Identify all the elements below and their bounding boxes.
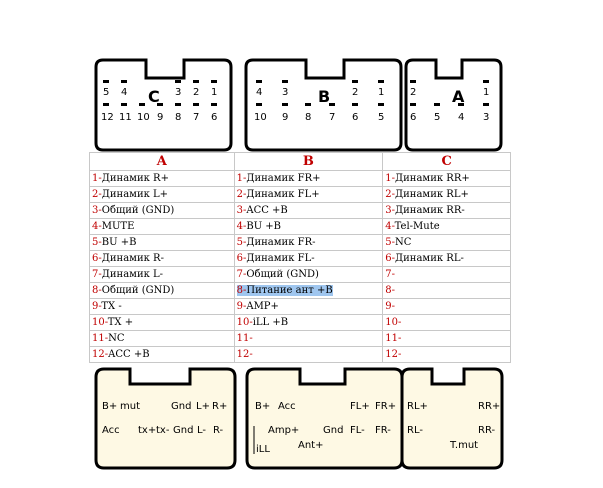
table-cell bbox=[383, 251, 511, 267]
pin-number: 9- bbox=[92, 300, 102, 312]
pin-function: AMP+ bbox=[246, 300, 279, 312]
svg-text:tx-: tx- bbox=[156, 425, 170, 436]
svg-text:10: 10 bbox=[254, 112, 267, 123]
pin-function: ACC +B bbox=[246, 204, 288, 216]
pin-function: Динамик RL+ bbox=[395, 188, 469, 200]
svg-text:Ant+: Ant+ bbox=[298, 440, 324, 451]
pin-function: Динамик R+ bbox=[101, 172, 169, 184]
pin-function: Динамик FL- bbox=[246, 252, 315, 264]
svg-text:6: 6 bbox=[410, 112, 417, 123]
pin-markers bbox=[103, 80, 489, 106]
connector-c bbox=[96, 60, 231, 150]
svg-text:2: 2 bbox=[193, 87, 200, 98]
connector-c-numbers bbox=[101, 87, 217, 123]
table-cell bbox=[383, 331, 511, 347]
table-cell bbox=[383, 315, 511, 331]
svg-text:5: 5 bbox=[103, 87, 110, 98]
svg-text:8: 8 bbox=[305, 112, 312, 123]
table-cell bbox=[90, 251, 235, 267]
table-cell bbox=[90, 171, 235, 187]
pin-number: 12- bbox=[92, 348, 109, 360]
table-row bbox=[90, 219, 511, 235]
svg-text:Amp+: Amp+ bbox=[268, 425, 300, 436]
table-cell bbox=[90, 219, 235, 235]
table-row bbox=[90, 235, 511, 251]
pin-function: Динамик L+ bbox=[101, 188, 169, 200]
table-cell bbox=[383, 299, 511, 315]
pin-number: 12- bbox=[385, 348, 402, 360]
table-cell bbox=[90, 187, 235, 203]
pin-number: 3- bbox=[385, 204, 395, 216]
svg-text:4: 4 bbox=[256, 87, 263, 98]
table-header-row bbox=[90, 153, 511, 171]
table-row bbox=[90, 299, 511, 315]
pin-number: 7- bbox=[92, 268, 102, 280]
svg-text:6: 6 bbox=[352, 112, 359, 123]
bottom-connector-middle bbox=[247, 369, 402, 468]
svg-text:FL+: FL+ bbox=[350, 401, 370, 412]
table-row bbox=[90, 315, 511, 331]
svg-text:5: 5 bbox=[378, 112, 385, 123]
table-cell bbox=[90, 283, 235, 299]
connector-b-numbers bbox=[254, 87, 384, 123]
table-cell bbox=[234, 315, 383, 331]
svg-text:Acc: Acc bbox=[278, 401, 296, 412]
pin-function: BU +B bbox=[246, 220, 282, 232]
table-row bbox=[90, 251, 511, 267]
table-row bbox=[90, 267, 511, 283]
pin-function: Динамик RR+ bbox=[395, 172, 470, 184]
pin-function: Tel-Mute bbox=[394, 220, 440, 232]
pinout-table bbox=[89, 152, 511, 363]
svg-text:Gnd: Gnd bbox=[171, 401, 192, 412]
pin-number: 9- bbox=[385, 300, 395, 312]
svg-text:1: 1 bbox=[378, 87, 385, 98]
svg-text:4: 4 bbox=[458, 112, 465, 123]
pin-number: 7- bbox=[236, 268, 247, 280]
svg-text:11: 11 bbox=[119, 112, 132, 123]
pin-number: 10- bbox=[92, 316, 108, 328]
table-cell bbox=[234, 331, 383, 347]
pin-number: 4- bbox=[236, 220, 247, 232]
pin-number: 8- bbox=[385, 284, 395, 296]
pin-number: 6- bbox=[92, 252, 102, 264]
table-cell bbox=[90, 267, 235, 283]
table-cell bbox=[234, 219, 383, 235]
table-row bbox=[90, 331, 511, 347]
pin-number: 3- bbox=[92, 204, 102, 216]
table-cell bbox=[234, 299, 383, 315]
svg-text:6: 6 bbox=[211, 112, 218, 123]
bottom-connector-left bbox=[96, 369, 235, 468]
svg-text:7: 7 bbox=[329, 112, 336, 123]
svg-text:Acc: Acc bbox=[102, 425, 120, 436]
svg-text:7: 7 bbox=[193, 112, 200, 123]
pin-function: Динамик L- bbox=[101, 268, 164, 280]
pin-function: TX - bbox=[101, 300, 122, 312]
svg-text:T.mut: T.mut bbox=[450, 440, 479, 451]
pin-number: 4- bbox=[92, 220, 102, 232]
table-cell bbox=[90, 235, 235, 251]
pin-function: Динамик FR+ bbox=[246, 172, 321, 184]
table-cell bbox=[234, 203, 383, 219]
pin-number: 10- bbox=[385, 316, 402, 328]
svg-text:9: 9 bbox=[282, 112, 289, 123]
table-body bbox=[90, 171, 511, 363]
table-cell bbox=[90, 299, 235, 315]
table-cell bbox=[383, 219, 511, 235]
table-cell bbox=[90, 203, 235, 219]
pin-function: NC bbox=[108, 332, 125, 344]
table-cell bbox=[234, 171, 383, 187]
pin-function: Общий (GND) bbox=[101, 284, 175, 296]
svg-text:1: 1 bbox=[483, 87, 490, 98]
column-header-b: B bbox=[234, 153, 383, 171]
svg-text:B+: B+ bbox=[102, 401, 118, 412]
svg-text:5: 5 bbox=[434, 112, 441, 123]
table-row bbox=[90, 203, 511, 219]
svg-text:RL-: RL- bbox=[407, 425, 423, 436]
svg-text:4: 4 bbox=[121, 87, 128, 98]
svg-text:iLL: iLL bbox=[256, 444, 270, 455]
svg-text:3: 3 bbox=[483, 112, 490, 123]
table-cell bbox=[90, 315, 235, 331]
pin-number: 5- bbox=[92, 236, 102, 248]
svg-text:2: 2 bbox=[352, 87, 359, 98]
svg-text:12: 12 bbox=[101, 112, 114, 123]
svg-text:RR+: RR+ bbox=[478, 401, 501, 412]
table-cell bbox=[383, 203, 511, 219]
svg-text:FR-: FR- bbox=[375, 425, 391, 436]
table-cell bbox=[234, 187, 383, 203]
table-row bbox=[90, 171, 511, 187]
pin-number: 12- bbox=[236, 348, 253, 360]
pin-number: 9- bbox=[236, 300, 247, 312]
pin-function: Динамик RL- bbox=[395, 252, 464, 264]
svg-text:9: 9 bbox=[157, 112, 164, 123]
svg-text:3: 3 bbox=[282, 87, 289, 98]
svg-text:R+: R+ bbox=[212, 401, 228, 412]
pin-number: 8- bbox=[236, 284, 247, 296]
pin-function: ACC +B bbox=[108, 348, 150, 360]
pin-function: Динамик FL+ bbox=[246, 188, 320, 200]
pin-number: 1- bbox=[236, 172, 247, 184]
connector-b-label: B bbox=[318, 87, 331, 106]
pin-function: Общий (GND) bbox=[246, 268, 319, 280]
pin-number: 8- bbox=[92, 284, 102, 296]
table-cell bbox=[90, 347, 235, 363]
column-header-c: C bbox=[383, 153, 511, 171]
pin-function: MUTE bbox=[101, 220, 135, 232]
column-header-a: A bbox=[90, 153, 235, 171]
pin-function: BU +B bbox=[101, 236, 137, 248]
pin-number: 2- bbox=[92, 188, 102, 200]
svg-text:mut: mut bbox=[120, 401, 140, 412]
pin-function: Питание ант +B bbox=[246, 284, 333, 296]
table-cell bbox=[234, 235, 383, 251]
svg-text:RL+: RL+ bbox=[407, 401, 428, 412]
svg-text:FR+: FR+ bbox=[375, 401, 397, 412]
connector-c-label: C bbox=[148, 87, 160, 106]
svg-text:2: 2 bbox=[410, 87, 417, 98]
svg-text:L-: L- bbox=[197, 425, 207, 436]
pin-number: 6- bbox=[385, 252, 395, 264]
pin-function: Динамик RR- bbox=[395, 204, 465, 216]
table-row bbox=[90, 283, 511, 299]
table-cell bbox=[383, 347, 511, 363]
table-cell bbox=[234, 283, 383, 299]
svg-text:L+: L+ bbox=[196, 401, 210, 412]
pin-number: 2- bbox=[236, 188, 247, 200]
pin-number: 3- bbox=[236, 204, 247, 216]
svg-text:RR-: RR- bbox=[478, 425, 496, 436]
svg-text:1: 1 bbox=[211, 87, 218, 98]
pin-number: 11- bbox=[236, 332, 253, 344]
table-row bbox=[90, 187, 511, 203]
table-row bbox=[90, 347, 511, 363]
svg-text:Gnd: Gnd bbox=[323, 425, 344, 436]
table-cell bbox=[90, 331, 235, 347]
pin-function: Общий (GND) bbox=[101, 204, 175, 216]
pin-number: 1- bbox=[92, 172, 102, 184]
table-cell bbox=[383, 235, 511, 251]
svg-text:tx+: tx+ bbox=[138, 425, 157, 436]
pin-number: 7- bbox=[385, 268, 395, 280]
pin-number: 4- bbox=[385, 220, 395, 232]
table-cell bbox=[383, 187, 511, 203]
table-cell bbox=[383, 267, 511, 283]
pin-function: Динамик R- bbox=[101, 252, 164, 264]
pin-function: iLL +B bbox=[252, 316, 289, 328]
pin-function: TX + bbox=[107, 316, 134, 328]
table-cell bbox=[383, 283, 511, 299]
pin-function: NC bbox=[395, 236, 412, 248]
svg-text:8: 8 bbox=[175, 112, 182, 123]
svg-text:R-: R- bbox=[213, 425, 224, 436]
svg-text:B+: B+ bbox=[255, 401, 271, 412]
pin-number: 10- bbox=[236, 316, 253, 328]
connector-a-label: A bbox=[452, 87, 465, 106]
table-cell bbox=[383, 171, 511, 187]
svg-text:3: 3 bbox=[175, 87, 182, 98]
pin-number: 2- bbox=[385, 188, 395, 200]
svg-text:Gnd: Gnd bbox=[173, 425, 194, 436]
svg-text:FL-: FL- bbox=[350, 425, 365, 436]
pin-function: Динамик FR- bbox=[246, 236, 316, 248]
pin-number: 5- bbox=[236, 236, 247, 248]
pin-number: 5- bbox=[385, 236, 395, 248]
table-cell bbox=[234, 267, 383, 283]
table-cell bbox=[234, 347, 383, 363]
pin-number: 11- bbox=[92, 332, 109, 344]
svg-text:10: 10 bbox=[137, 112, 150, 123]
connector-a-numbers bbox=[410, 87, 489, 123]
pin-number: 11- bbox=[385, 332, 402, 344]
pin-number: 1- bbox=[385, 172, 395, 184]
bottom-connector-right bbox=[402, 369, 502, 468]
pin-number: 6- bbox=[236, 252, 247, 264]
table-cell bbox=[234, 251, 383, 267]
